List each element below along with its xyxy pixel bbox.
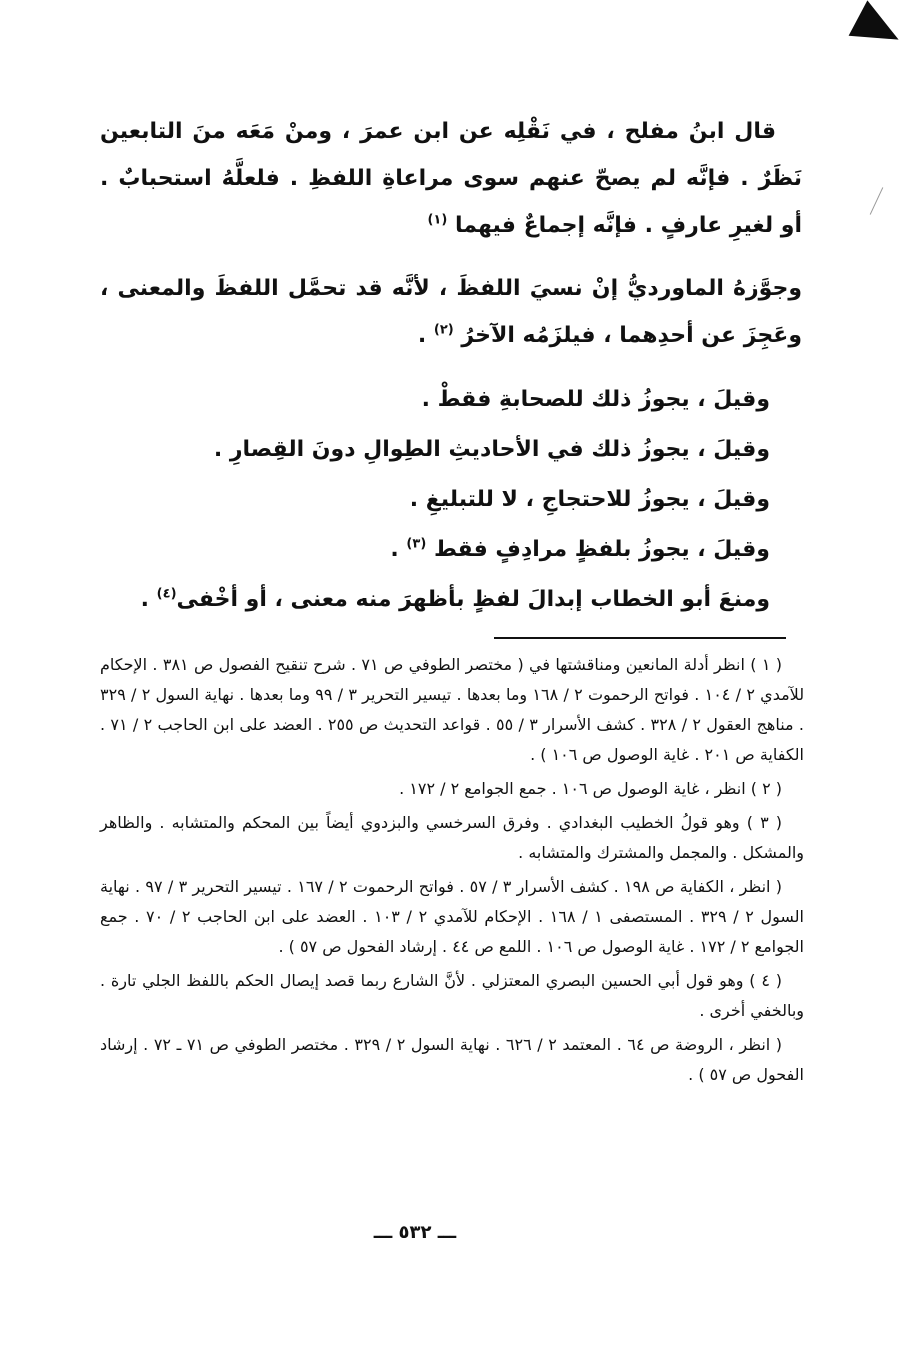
opinion-end: . [140, 587, 157, 612]
footnote-2: ( ٢ ) انظر ، غاية الوصول ص ١٠٦ . جمع الجوامع ٢ / ١٧٢ . [399, 779, 782, 798]
margin-pencil-mark [870, 187, 884, 215]
opinion-end: . [390, 537, 407, 562]
footnote-ref-3: (٣) [406, 536, 427, 552]
opinion-abu-khattab [100, 575, 802, 625]
paragraph-text: وجوَّزهُ الماورديُّ إنْ نسيَ اللفظَ ، لأنَّه قد تحمَّل اللفظَ والمعنى ، وعَجِزَ عن أحدِهما ، فيلزَمُه الآخرُ [100, 276, 802, 348]
footnote-ref-4: (٤) [156, 586, 177, 602]
paragraph-end: . [417, 323, 434, 348]
paragraph-mawardi [100, 265, 802, 359]
opinion-synonym [100, 525, 802, 575]
opinion-sahaba: وقيلَ ، يجوزُ ذلك للصحابةِ فقطْ . [421, 387, 770, 412]
main-text [100, 108, 802, 625]
paragraph-text: قال ابنُ مفلح ، في نَقْلِه عن ابن عمرَ ، ومنْ مَعَه منَ التابعين نَظَرٌ . فإنَّه لم يصحّ عنهم سوى مراعاةِ اللفظِ . فلعلَّهُ استحبابٌ . أو لغيرِ عارفٍ . فإنَّه إجماعٌ فيهما [100, 119, 802, 238]
footnote-4: ( ٤ ) وهو قول أبي الحسين البصري المعتزلي . لأنَّ الشارع ربما قصد إيصال الحكم باللفظ الجلي تارة . وبالخفي أخرى . [100, 971, 804, 1020]
footnote-ref-1: (١) [427, 212, 448, 228]
page-number: ـــ ٥٣٢ ـــ [373, 1222, 457, 1243]
footnote-4-references: ( انظر ، الروضة ص ٦٤ . المعتمد ٢ / ٦٢٦ . نهاية السول ٢ / ٣٢٩ . مختصر الطوفي ص ٧١ ـ ٧٢ . إرشاد الفحول ص ٥٧ ) . [100, 1035, 804, 1084]
opinions-list [100, 375, 802, 625]
footnote-separator [494, 637, 786, 639]
footnote-3: ( ٣ ) وهو قولُ الخطيب البغدادي . وفرق السرخسي والبزدوي أيضاً بين المحكم والمتشابه . والظاهر والمشكل . والمجمل والمشترك والمتشابه . [100, 813, 804, 862]
opinion-text: وقيلَ ، يجوزُ بلفظٍ مرادِفٍ فقط [433, 537, 770, 562]
opinion-argumentation: وقيلَ ، يجوزُ للاحتجاجِ ، لا للتبليغِ . [409, 487, 770, 512]
page-corner-mark [849, 0, 908, 57]
opinion-text: ومنعَ أبو الخطاب إبدالَ لفظٍ بأظهرَ منه معنى ، أو أخْفى [176, 587, 770, 612]
footnote-ref-2: (٢) [433, 322, 454, 338]
footnote-1: ( ١ ) انظر أدلة المانعين ومناقشتها في ( مختصر الطوفي ص ٧١ . شرح تنقيح الفصول ص ٣٨١ . الإحكام للآمدي ٢ / ١٠٤ . فواتح الرحموت ٢ / ١٦٨ وما بعدها . تيسير التحرير ٣ / ٩٩ وما بعدها . نهاية السول ٢ / ٣٢٩ . مناهج العقول ٢ / ٣٢٨ . كشف الأسرار ٣ / ٥٥ . قواعد التحديث ص ٢٥٥ . العضد على ابن الحاجب ٢ / ٧١ . الكفاية ص ٢٠١ . غاية الوصول ص ١٠٦ ) . [100, 655, 805, 764]
paragraph-ibn-muflih [100, 108, 802, 249]
opinion-long-hadiths: وقيلَ ، يجوزُ ذلك في الأحاديثِ الطِوالِ دونَ القِصارِ . [213, 437, 770, 462]
footnote-3-references: ( انظر ، الكفاية ص ١٩٨ . كشف الأسرار ٣ / ٥٧ . فواتح الرحموت ٢ / ١٦٧ . تيسير التحرير ٣ / ٩٧ . نهاية السول ٢ / ٣٢٩ . المستصفى ١ / ١٦٨ . الإحكام للآمدي ٢ / ١٠٣ . العضد على ابن الحاجب ٢ / ٧٠ . جمع الجوامع ٢ / ١٧٢ . غاية الوصول ص ١٠٦ . اللمع ص ٤٤ . إرشاد الفحول ص ٥٧ ) . [100, 877, 804, 956]
footnotes [100, 650, 804, 1094]
